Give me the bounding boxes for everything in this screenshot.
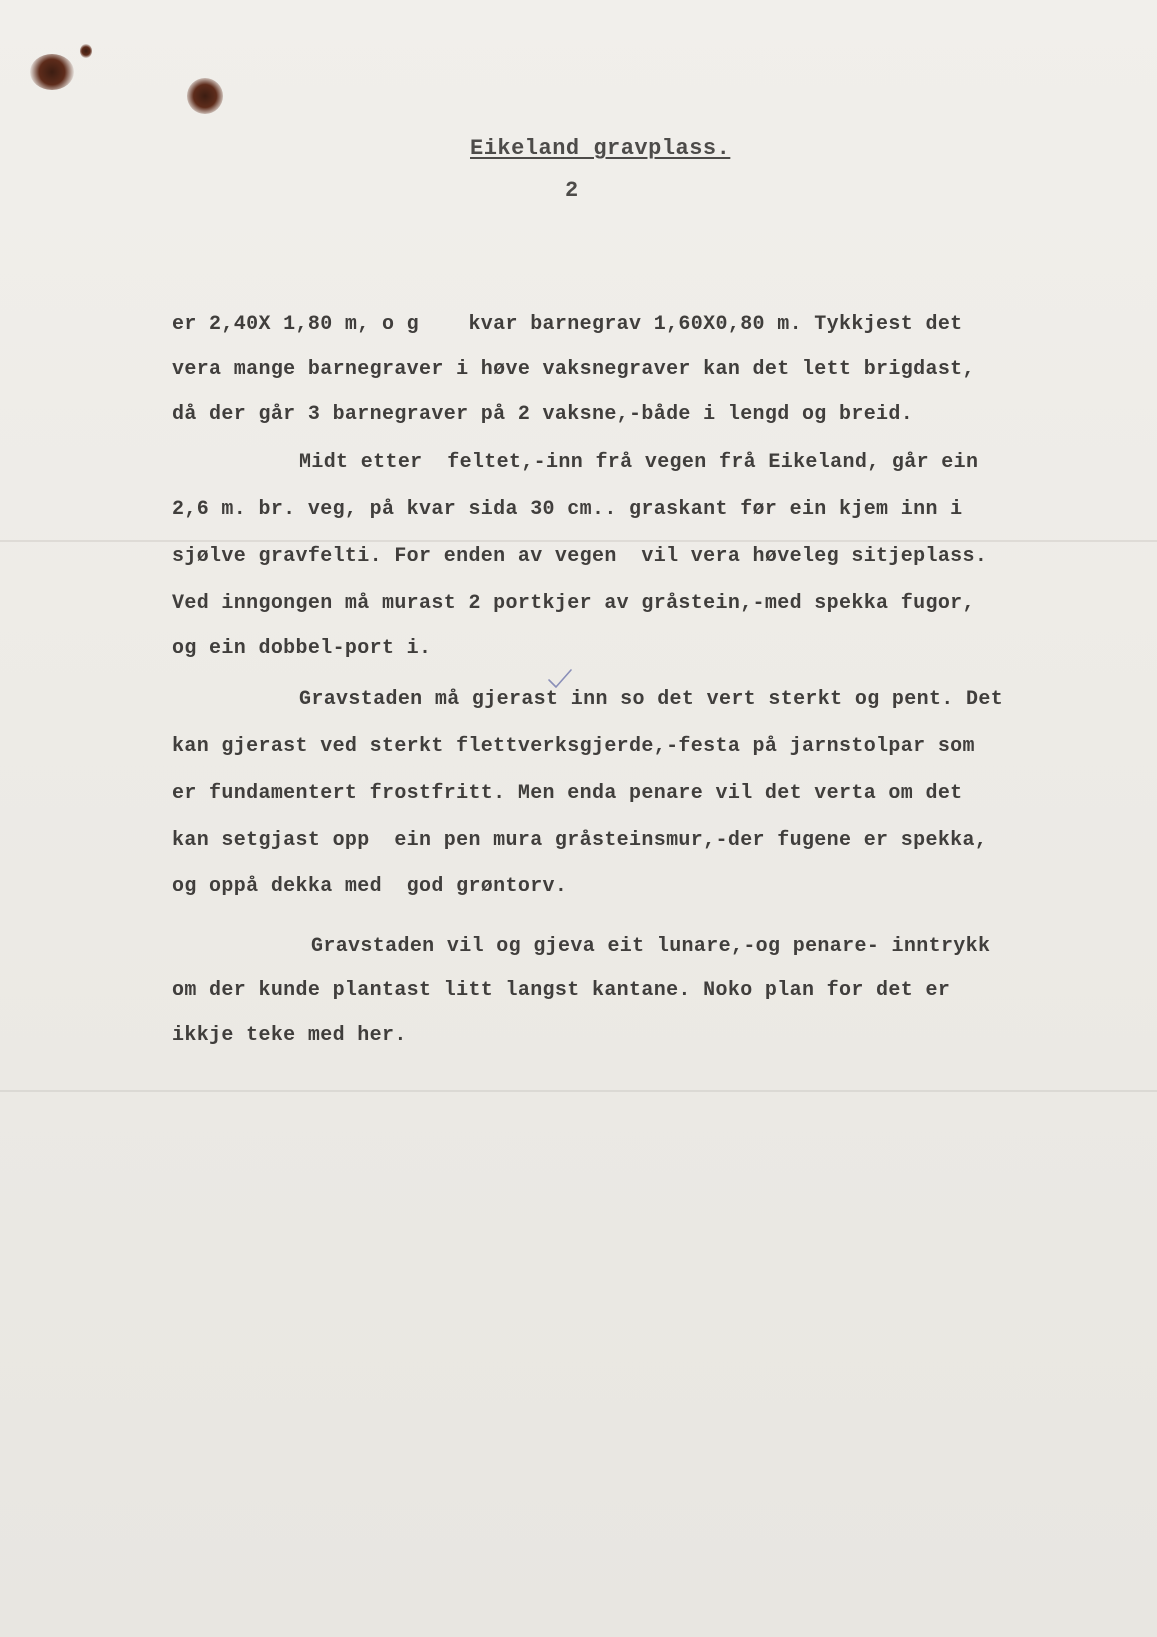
text-line: då der går 3 barnegraver på 2 vaksne,-både i lengd og breid. <box>172 403 914 426</box>
text-line: og ein dobbel-port i. <box>172 637 432 660</box>
text-line: 2,6 m. br. veg, på kvar sida 30 cm.. graskant før ein kjem inn i <box>172 498 963 521</box>
text-line: Gravstaden må gjerast inn so det vert sterkt og pent. Det <box>299 688 1004 711</box>
text-line: Gravstaden vil og gjeva eit lunare,-og penare- inntrykk <box>311 935 991 958</box>
pencil-check-mark-icon <box>546 668 574 690</box>
text-line: vera mange barnegraver i høve vaksnegraver kan det lett brigdast, <box>172 358 975 381</box>
ink-stain <box>30 54 74 90</box>
page-number: 2 <box>565 178 579 203</box>
text-line: om der kunde plantast litt langst kantane. Noko plan for det er <box>172 979 951 1002</box>
text-line: og oppå dekka med god grøntorv. <box>172 875 568 898</box>
ink-stain <box>187 78 223 114</box>
paper-fold-line <box>0 540 1157 542</box>
paper-fold-line <box>0 1090 1157 1092</box>
text-line: er 2,40X 1,80 m, o g kvar barnegrav 1,60X0,80 m. Tykkjest det <box>172 313 963 336</box>
text-line: sjølve gravfelti. For enden av vegen vil vera høveleg sitjeplass. <box>172 545 988 568</box>
document-title: Eikeland gravplass. <box>470 136 731 161</box>
text-line: Ved inngongen må murast 2 portkjer av gråstein,-med spekka fugor, <box>172 592 975 615</box>
text-line: kan setgjast opp ein pen mura gråsteinsmur,-der fugene er spekka, <box>172 829 988 852</box>
text-line: ikkje teke med her. <box>172 1024 407 1047</box>
text-line: kan gjerast ved sterkt flettverksgjerde,-festa på jarnstolpar som <box>172 735 975 758</box>
ink-stain <box>80 44 92 58</box>
text-line: er fundamentert frostfritt. Men enda penare vil det verta om det <box>172 782 963 805</box>
text-line: Midt etter feltet,-inn frå vegen frå Eikeland, går ein <box>299 451 979 474</box>
